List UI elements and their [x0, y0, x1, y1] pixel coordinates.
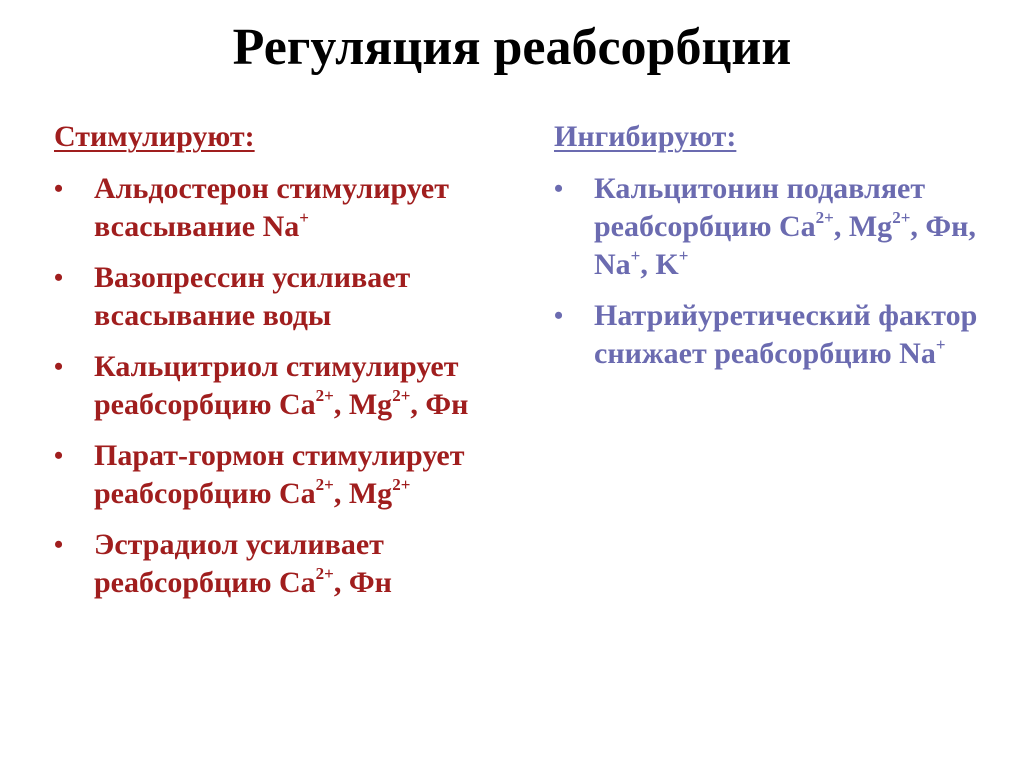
list-item [54, 259, 534, 335]
bullet-icon: • [54, 530, 64, 559]
bullet-icon: • [54, 441, 64, 470]
list-item-text: Вазопрессин усиливает всасывание воды [94, 261, 411, 332]
bullet-icon: • [554, 301, 564, 330]
bullet-icon: • [54, 263, 64, 292]
list-item-text: Кальцитонин подавляет реабсорбцию $Ca^{2+}$, $Mg^{2+}$, Фн, Na+, K+ [594, 172, 976, 281]
stimulators-heading: Стимулируют: [54, 120, 255, 153]
bullet-icon: • [554, 174, 564, 203]
stimulators-column [54, 118, 534, 615]
list-item [554, 170, 1004, 284]
list-item-text: Кальцитриол стимулирует реабсорбцию $Ca^{2+}$, $Mg^{2+}$, Фн [94, 350, 469, 421]
list-item [54, 348, 534, 424]
inhibitors-column [554, 118, 1004, 386]
stimulators-list [54, 170, 534, 602]
list-item-text: Альдостерон стимулирует всасывание Na+ [94, 172, 449, 243]
list-item-text: Натрийуретический фактор снижает реабсорбцию Na+ [594, 299, 978, 370]
inhibitors-list [554, 170, 1004, 373]
inhibitors-heading: Ингибируют: [554, 120, 737, 153]
list-item [54, 170, 534, 246]
bullet-icon: • [54, 352, 64, 381]
slide-title: Регуляция реабсорбции [232, 19, 792, 76]
list-item [54, 526, 534, 602]
list-item [554, 297, 1004, 373]
list-item-text: Эстрадиол усиливает реабсорбцию $Ca^{2+}$, Фн [94, 528, 392, 599]
list-item-text: Парат-гормон стимулирует реабсорбцию $Ca^{2+}$, $Mg^{2+}$ [94, 439, 465, 510]
bullet-icon: • [54, 174, 64, 203]
list-item [54, 437, 534, 513]
